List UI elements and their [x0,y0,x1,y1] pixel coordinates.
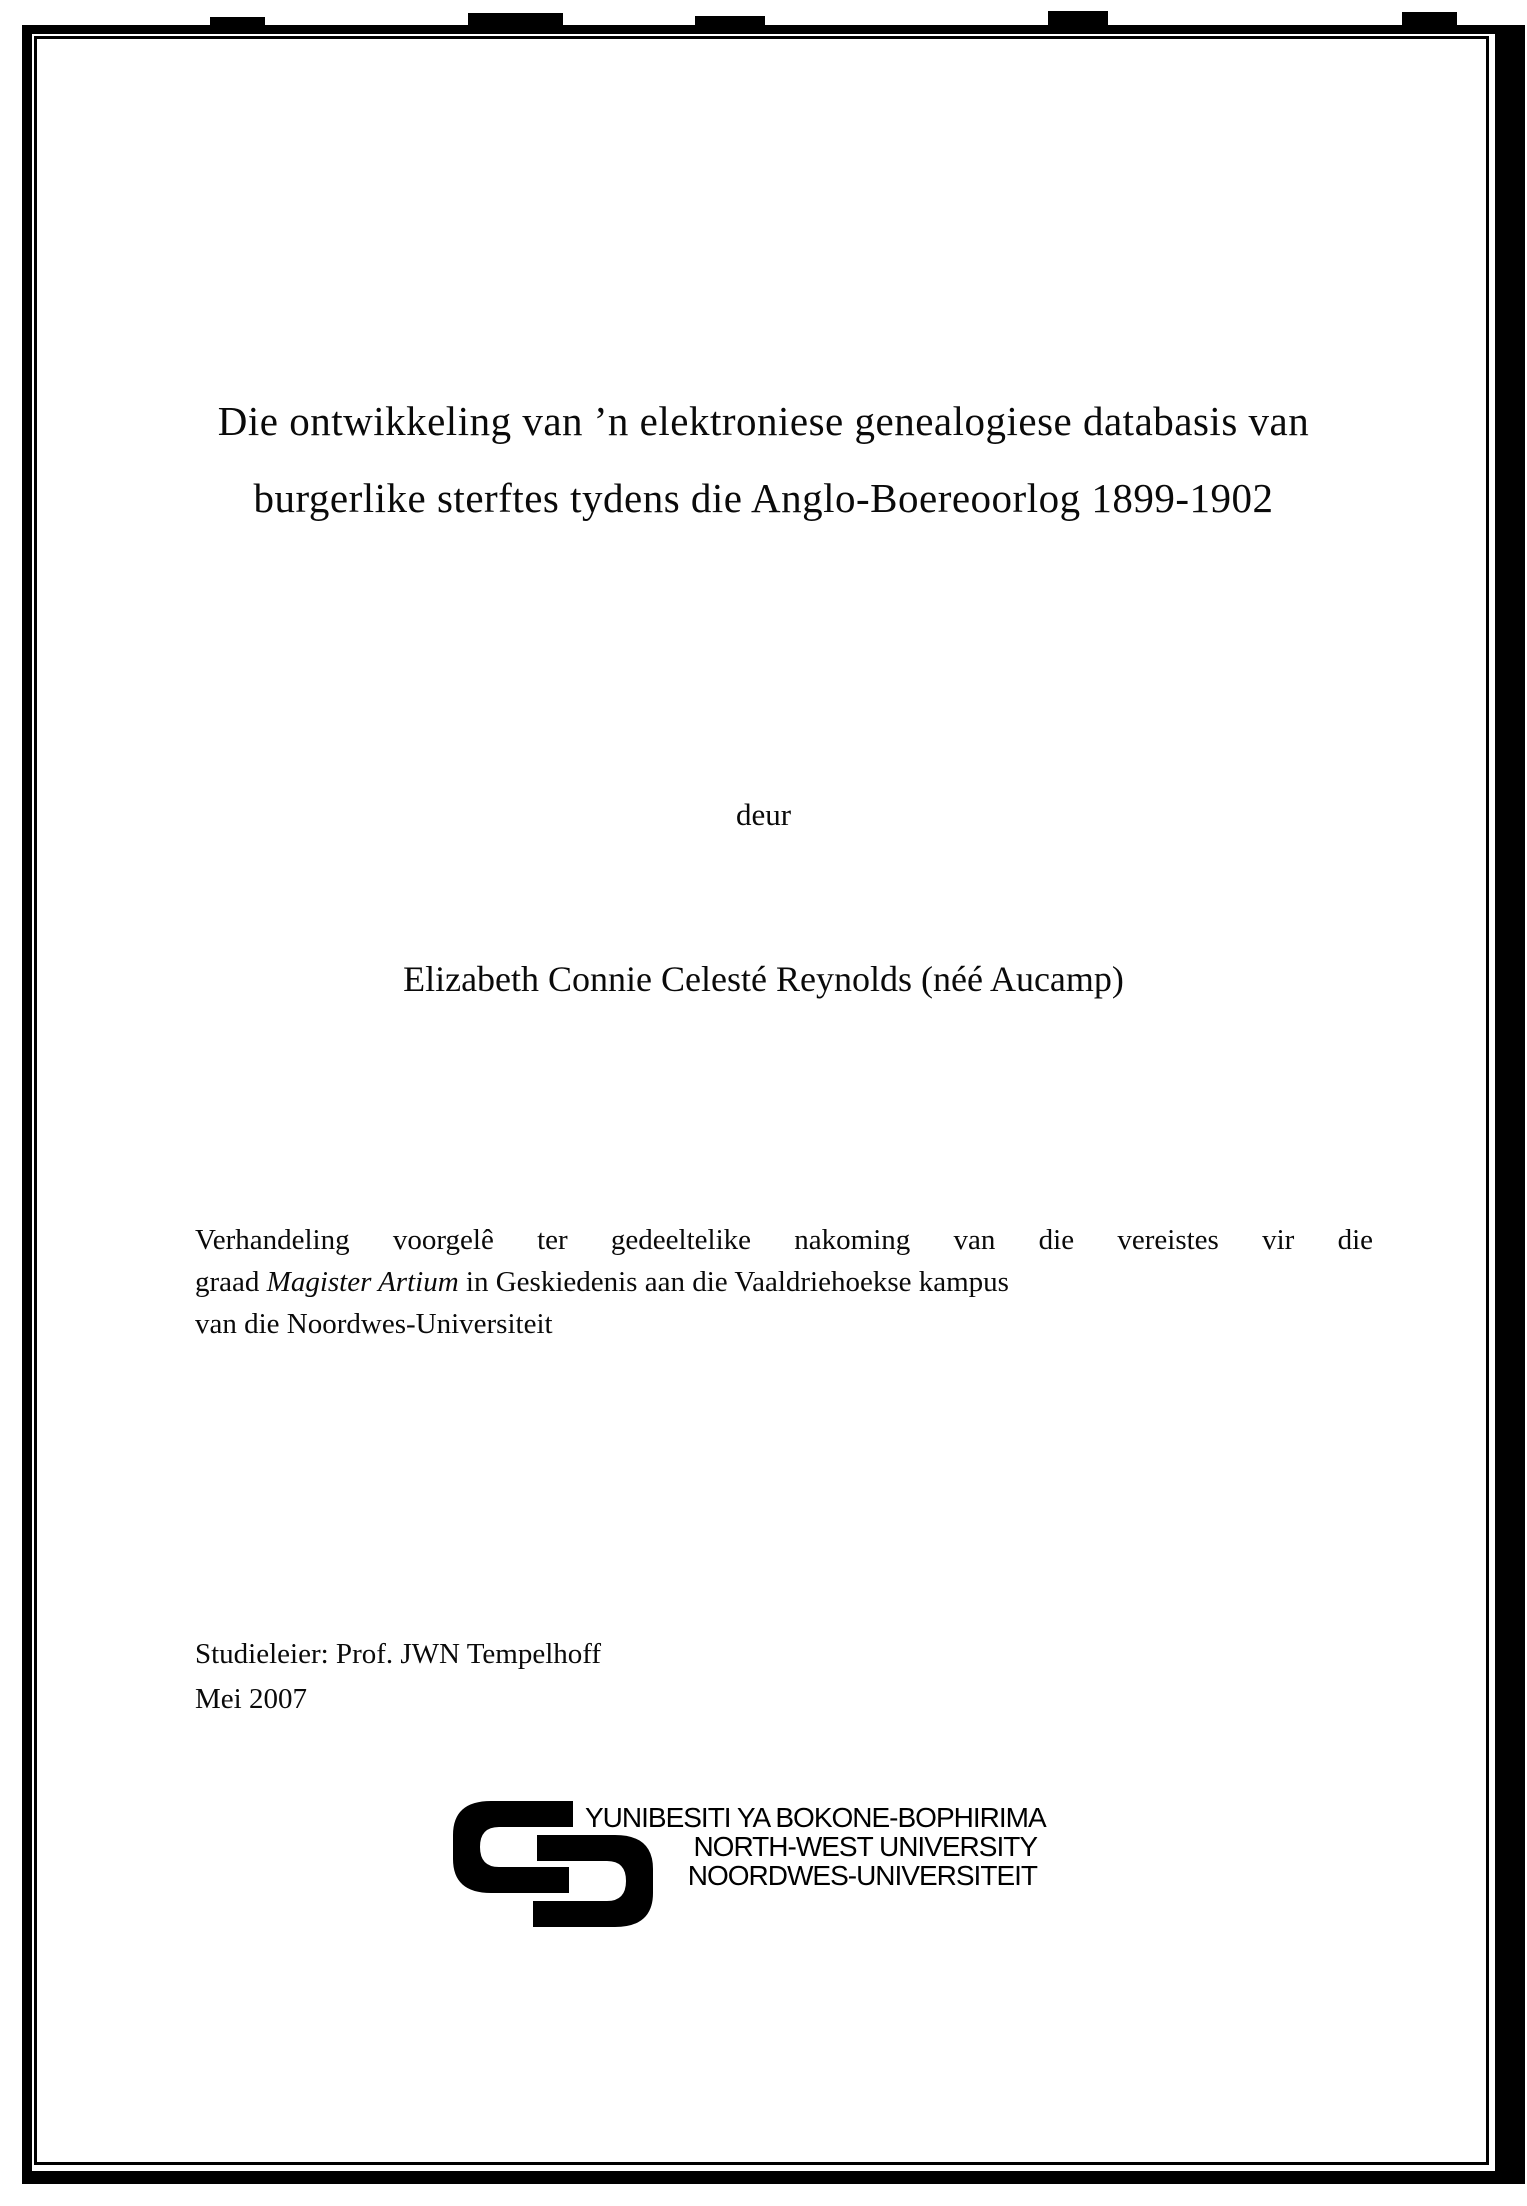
supervisor-line: Studieleier: Prof. JWN Tempelhoff [195,1638,602,1670]
author-name: Elizabeth Connie Celesté Reynolds (néé Aucamp) [403,959,1124,999]
supervisor-block [195,1632,1095,1722]
degree-statement-line2-prefix: graad [195,1266,267,1298]
scan-artifact [1402,12,1457,26]
degree-name-italic: Magister Artium [266,1266,459,1298]
logo-text-afrikaans: NOORDWES-UNIVERSITEIT [687,1860,1037,1891]
thesis-title-line1: Die ontwikkeling van ’n elektroniese genealogiese databasis van [217,398,1310,444]
university-logo-text [585,1802,1046,1891]
logo-text-setswana: YUNIBESITI YA BOKONE-BOPHIRIMA [585,1802,1046,1833]
byline-label: deur [735,797,792,832]
degree-statement-line2 [195,1261,1373,1303]
date-line: Mei 2007 [195,1683,307,1715]
scan-artifact [1048,11,1108,26]
thesis-title [110,383,1417,537]
thesis-title-line2: burgerlike sterftes tydens die Anglo-Boereoorlog 1899-1902 [253,475,1274,521]
degree-statement-line2-suffix: in Geskiedenis aan die Vaaldriehoekse kampus [458,1266,1009,1298]
university-logo [453,1801,1046,1931]
degree-statement [195,1219,1373,1345]
logo-text-english: NORTH-WEST UNIVERSITY [693,1831,1037,1862]
degree-statement-line3: van die Noordwes-Universiteit [195,1308,553,1340]
degree-statement-line1: Verhandeling voorgelê ter gedeeltelike nakoming van die vereistes vir die [195,1224,1373,1256]
